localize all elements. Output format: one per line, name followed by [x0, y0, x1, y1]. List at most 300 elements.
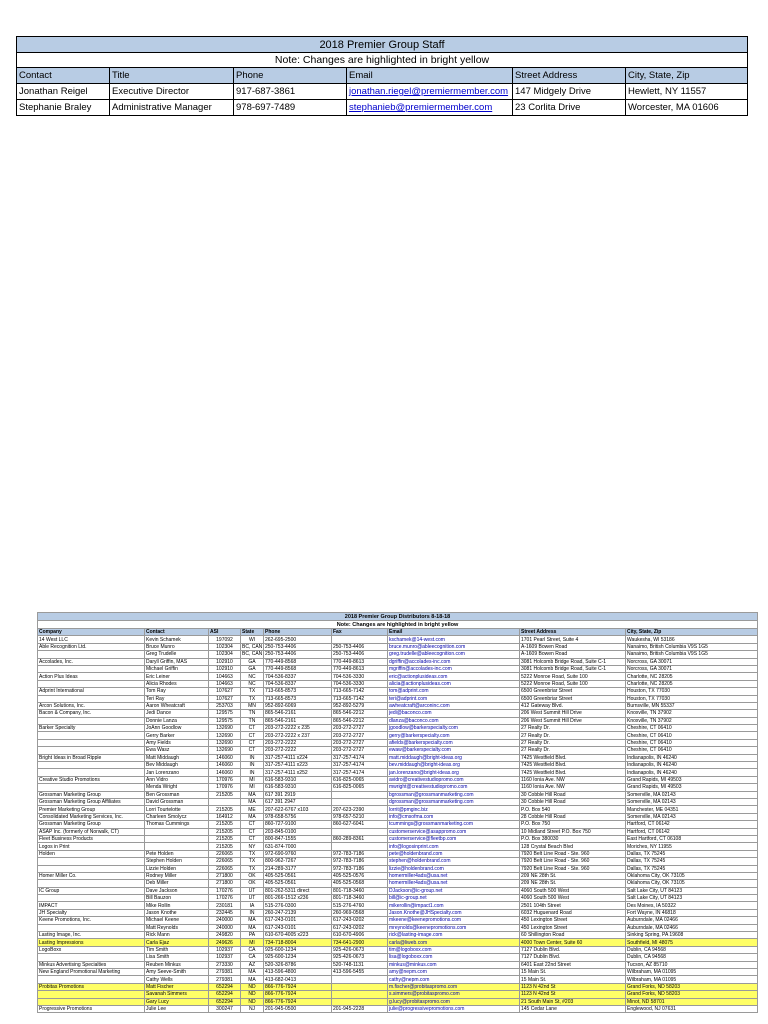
distributor-row — [38, 636, 758, 643]
dist-phone: 317-257-4111 x252 — [264, 769, 332, 776]
dist-contact: Michael Keene — [145, 917, 209, 924]
dist-street: 1160 Ionia Ave. NW — [520, 776, 626, 783]
dist-state: IA — [241, 902, 264, 909]
dist-company — [38, 991, 145, 998]
dist-phone: 610-670-4005 x223 — [264, 932, 332, 939]
dist-city: Houston, TX 77030 — [626, 695, 758, 702]
dist-email-link[interactable]: dgriffin@accolades-inc.com — [388, 658, 520, 665]
dist-state: CT — [241, 835, 264, 842]
dist-phone: 866-776-7924 — [264, 998, 332, 1005]
dist-asi: 197092 — [209, 636, 241, 643]
dist-city: Knoxville, TN 37902 — [626, 710, 758, 717]
dist-email-link[interactable]: teri@adprint.com — [388, 695, 520, 702]
dist-city: Hartford, CT 06142 — [626, 828, 758, 835]
dist-state: CT — [241, 747, 264, 754]
distributor-row — [38, 732, 758, 739]
distributor-row — [38, 954, 758, 961]
dist-state: ME — [241, 806, 264, 813]
distributor-row — [38, 872, 758, 879]
dist-contact: Ewa Wasz — [145, 747, 209, 754]
dist-asi: 107627 — [209, 695, 241, 702]
dist-state: BC, CAN — [242, 651, 263, 658]
dist-street: 412 Gateway Blvd. — [520, 702, 626, 709]
staff-contact: Stephanie Braley — [17, 100, 110, 116]
dist-city: Grand Forks, ND 58203 — [626, 983, 758, 990]
distributor-row — [38, 665, 758, 672]
dist-email-link[interactable]: stephen@holdenbrand.com — [388, 858, 520, 865]
dist-email-link[interactable]: kschamek@14-west.com — [388, 636, 520, 643]
dist-phone: 214-289-3177 — [264, 865, 332, 872]
dist-email-link[interactable]: mreynolds@keenepromotions.com — [388, 924, 520, 931]
dist-contact — [145, 843, 209, 850]
staff-header-street: Street Address — [513, 68, 626, 84]
dist-company — [38, 954, 145, 961]
dist-company — [38, 880, 145, 887]
dist-asi: 249626 — [209, 939, 241, 946]
dist-city: Auburndale, MA 02466 — [626, 924, 758, 931]
dist-email-link[interactable]: avidro@creativestudiopromo.com — [388, 776, 520, 783]
distributors-title: 2018 Premier Group Distributors 8-18-18 — [38, 613, 758, 621]
distributor-row — [38, 762, 758, 769]
dist-phone: 952-892-6069 — [264, 702, 332, 709]
dist-state: MA — [241, 924, 264, 931]
dist-header-phone: Phone — [264, 629, 332, 636]
dist-asi: 102937 — [209, 946, 241, 953]
dist-phone: 800-962-7267 — [264, 858, 332, 865]
staff-header-city: City, State, Zip — [626, 68, 748, 84]
dist-fax — [332, 791, 388, 798]
dist-street: 5222 Monroe Road, Suite 100 — [520, 673, 626, 680]
dist-email-link[interactable]: mgriffin@accolades-inc.com — [388, 665, 520, 672]
dist-state: AZ — [241, 961, 264, 968]
dist-email-link[interactable]: jan.lorenzano@bright-ideas.org — [388, 769, 520, 776]
dist-email-link[interactable]: s.simmers@probitaspromo.com — [388, 991, 520, 998]
dist-street: 6500 Greenbriar Street — [520, 695, 626, 702]
dist-contact: Charleen Smolycz — [145, 813, 209, 820]
distributor-row — [38, 880, 758, 887]
dist-company — [38, 651, 145, 658]
distributor-row — [38, 784, 758, 791]
dist-street: 4000 Town Center, Suite 60 — [520, 939, 626, 946]
dist-state: GA — [241, 665, 264, 672]
dist-contact: Dave Jackson — [145, 887, 209, 894]
distributor-row — [38, 769, 758, 776]
dist-email-link[interactable]: minkus@minkus.com — [388, 961, 520, 968]
dist-street: P.O. Box 540 — [520, 806, 626, 813]
dist-street: 206 West Summit Hill Drive — [520, 717, 626, 724]
dist-company: Arcon Solutions, Inc. — [38, 702, 145, 709]
dist-city: Hartford, CT 06142 — [626, 821, 758, 828]
dist-city: Dublin, CA 94568 — [626, 954, 758, 961]
staff-email-link[interactable]: jonathan.riegel@premiermember.com — [347, 84, 513, 100]
dist-fax: 260-969-0568 — [332, 909, 388, 916]
dist-fax — [332, 843, 388, 850]
dist-email-link[interactable]: afields@barkerspecialty.com — [388, 739, 520, 746]
dist-email-link[interactable]: customerservice@fleetbp.com — [388, 835, 520, 842]
dist-company — [38, 784, 145, 791]
dist-company — [38, 895, 145, 902]
dist-fax: 405-525-0568 — [332, 880, 388, 887]
dist-state: NC — [241, 680, 264, 687]
dist-state: MA — [241, 798, 264, 805]
dist-email-link[interactable]: bill@ic-group.net — [388, 895, 520, 902]
dist-contact: Menda Wright — [145, 784, 209, 791]
dist-header-fax: Fax — [332, 629, 388, 636]
dist-email-link[interactable]: mikerollin@impact1.com — [388, 902, 520, 909]
staff-table — [16, 36, 748, 116]
dist-street: 3081 Holcomb Bridge Road, Suite C-1 — [520, 658, 626, 665]
dist-street: 30 Cobble Hill Road — [520, 791, 626, 798]
dist-phone: 515-276-0300 — [264, 902, 332, 909]
dist-fax: 978-657-5210 — [332, 813, 388, 820]
staff-email-link[interactable]: stephanieb@premiermember.com — [347, 100, 513, 116]
dist-state: NY — [241, 843, 264, 850]
dist-city: Waukesha, WI 53186 — [626, 636, 758, 643]
dist-phone: 801-266-1512 x236 — [264, 895, 332, 902]
dist-email-link[interactable]: info@cmsofma.com — [388, 813, 520, 820]
dist-fax — [332, 991, 388, 998]
dist-city: Fort Wayne, IN 46818 — [626, 909, 758, 916]
dist-street: 2501 104th Street — [520, 902, 626, 909]
dist-asi: 215205 — [209, 843, 241, 850]
dist-asi: 226065 — [209, 858, 241, 865]
dist-street: 7127 Dublin Blvd. — [520, 954, 626, 961]
dist-city: Knoxville, TN 37902 — [626, 717, 758, 724]
dist-state: MA — [241, 813, 264, 820]
dist-company — [38, 858, 145, 865]
distributor-row — [38, 725, 758, 732]
dist-state: UT — [241, 887, 264, 894]
dist-state: MA — [241, 976, 264, 983]
dist-email-link[interactable]: lisa@logoboxx.com — [388, 954, 520, 961]
dist-fax: 925-426-0673 — [332, 946, 388, 953]
dist-asi: 170276 — [209, 887, 241, 894]
dist-street: 27 Realty Dr. — [520, 732, 626, 739]
dist-fax: 801-718-3460 — [332, 895, 388, 902]
distributor-row — [38, 688, 758, 695]
dist-street: 7127 Dublin Blvd. — [520, 946, 626, 953]
distributor-row — [38, 991, 758, 998]
dist-fax: 713-665-7142 — [332, 695, 388, 702]
dist-phone: 207-622-6767 x103 — [264, 806, 332, 813]
dist-contact: Jan Lorenzano — [145, 769, 209, 776]
dist-asi: 102937 — [209, 954, 241, 961]
dist-state: MA — [241, 917, 264, 924]
staff-city: Hewlett, NY 11557 — [626, 84, 748, 100]
distributor-row — [38, 835, 758, 842]
dist-city: Somerville, MA 02143 — [626, 791, 758, 798]
distributor-row — [38, 798, 758, 805]
dist-email-link[interactable]: amy@nepm.com — [388, 968, 520, 975]
dist-email-link[interactable]: bev.middaugh@bright-ideas.org — [388, 762, 520, 769]
dist-state: CT — [241, 732, 264, 739]
dist-street: 145 Cedar Lane — [520, 1005, 626, 1012]
dist-contact: Pete Holden — [145, 850, 209, 857]
dist-company: IC Group — [38, 887, 145, 894]
dist-phone: 203-845-0100 — [264, 828, 332, 835]
staff-header-email: Email — [347, 68, 513, 84]
dist-city: Manchester, ME 04351 — [626, 806, 758, 813]
dist-email-link[interactable]: DJackson@ic-group.net — [388, 887, 520, 894]
dist-fax: 203-272-2727 — [332, 725, 388, 732]
dist-fax: 203-272-2727 — [332, 747, 388, 754]
dist-company: Consolidated Marketing Services, Inc. — [38, 813, 145, 820]
dist-street: 450 Lexington Street — [520, 917, 626, 924]
dist-asi: 279381 — [209, 968, 241, 975]
dist-email-link[interactable]: lorrit@pmginc.biz — [388, 806, 520, 813]
dist-company: Able Recognition Ltd. — [38, 643, 145, 650]
dist-street: 15 Main St. — [520, 968, 626, 975]
dist-email-link[interactable]: info@logosinprint.com — [388, 843, 520, 850]
dist-state: ND — [241, 998, 264, 1005]
dist-email-link[interactable]: customerservice@asappromo.com — [388, 828, 520, 835]
dist-email-link[interactable]: cathy@nepm.com — [388, 976, 520, 983]
dist-city: Englewood, NJ 07631 — [626, 1005, 758, 1012]
dist-header-contact: Contact — [145, 629, 209, 636]
dist-asi: 129575 — [209, 710, 241, 717]
dist-email-link[interactable]: Jason.Knothe@JHSpecialty.com — [388, 909, 520, 916]
dist-asi: 215205 — [209, 806, 241, 813]
dist-phone: 800-847-1555 — [264, 835, 332, 842]
dist-street: 128 Crystal Beach Blvd — [520, 843, 626, 850]
dist-fax: 972-783-7186 — [332, 850, 388, 857]
dist-email-link[interactable]: mwright@creativestudiopromo.com — [388, 784, 520, 791]
dist-phone: 617 391 2947 — [264, 798, 332, 805]
dist-fax: 865-546-2212 — [332, 717, 388, 724]
dist-company: Progressive Promotions — [38, 1005, 145, 1012]
dist-asi: 146060 — [209, 762, 241, 769]
dist-contact: Amy Seeve-Smith — [145, 968, 209, 975]
dist-state: IN — [241, 769, 264, 776]
dist-email-link[interactable]: homermiller4ads@usa.net — [388, 872, 520, 879]
dist-city: Minot, ND 58701 — [626, 998, 758, 1005]
dist-fax — [332, 998, 388, 1005]
dist-asi: 271800 — [209, 880, 241, 887]
dist-city: Charlotte, NC 28205 — [626, 673, 758, 680]
dist-asi: 652294 — [209, 998, 241, 1005]
dist-state: IN — [241, 762, 264, 769]
dist-company: ASAP Inc. (formerly of Norwalk, CT) — [38, 828, 145, 835]
dist-contact: Julie Lee — [145, 1005, 209, 1012]
dist-email-link[interactable]: eric@actionplusideas.com — [388, 673, 520, 680]
dist-phone: 801-262-5311 direct — [264, 887, 332, 894]
dist-state: CT — [241, 725, 264, 732]
dist-fax: 704-536-3330 — [332, 680, 388, 687]
dist-company — [38, 762, 145, 769]
dist-city: Sinking Spring, PA 19608 — [626, 932, 758, 939]
dist-email-link[interactable]: awheatcraft@arconinc.com — [388, 702, 520, 709]
dist-street: A-1609 Bowen Road — [520, 643, 626, 650]
dist-fax: 713-665-7142 — [332, 688, 388, 695]
dist-street: 1123 N 42nd St — [520, 983, 626, 990]
dist-street: 30 Cobble Hill Road — [520, 798, 626, 805]
distributor-row — [38, 739, 758, 746]
dist-fax: 865-546-2212 — [332, 710, 388, 717]
dist-email-link[interactable]: tim@logoboxx.com — [388, 946, 520, 953]
dist-street: 7425 Westfield Blvd. — [520, 762, 626, 769]
distributor-row — [38, 747, 758, 754]
dist-company: Action Plus Ideas — [38, 673, 145, 680]
dist-contact: Stephen Holden — [145, 858, 209, 865]
dist-contact: Kevin Schamek — [145, 636, 209, 643]
distributor-row — [38, 680, 758, 687]
dist-street: P.O. Box 380030 — [520, 835, 626, 842]
distributors-table — [37, 612, 758, 1013]
dist-email-link[interactable]: jedi@baconco.com — [388, 710, 520, 717]
dist-street: 4060 South 500 West — [520, 887, 626, 894]
dist-phone: 260-247-2139 — [264, 909, 332, 916]
dist-city: Norcross, GA 30071 — [626, 665, 758, 672]
dist-email-link[interactable]: m.fischer@probitaspromo.com — [388, 983, 520, 990]
dist-company: Bacon & Company, Inc. — [38, 710, 145, 717]
dist-city: Cheshire, CT 06410 — [626, 725, 758, 732]
dist-city: Somerville, MA 02143 — [626, 813, 758, 820]
dist-city: Dublin, CA 94568 — [626, 946, 758, 953]
dist-email-link[interactable]: alicia@actionplusideas.com — [388, 680, 520, 687]
dist-company — [38, 747, 145, 754]
dist-phone: 520-326-8786 — [264, 961, 332, 968]
dist-email-link[interactable]: bruce.munro@ableecognition.com — [388, 643, 520, 650]
dist-email-link[interactable]: lizzie@holdenbrand.com — [388, 865, 520, 872]
dist-email-link[interactable]: rick@lasting-image.com — [388, 932, 520, 939]
dist-email-link[interactable]: matt.middaugh@bright-ideas.org — [388, 754, 520, 761]
dist-phone: 972-690-9760 — [264, 850, 332, 857]
dist-contact: Greg Trudelle — [145, 651, 209, 658]
dist-email-link[interactable]: julie@progressivepromotions.com — [388, 1005, 520, 1012]
dist-city: Wilbraham, MA 01095 — [626, 968, 758, 975]
dist-phone: 317-257-4111 x224 — [264, 754, 332, 761]
dist-state: MA — [241, 968, 264, 975]
dist-contact: Lizzie Holden — [145, 865, 209, 872]
distributor-row — [38, 865, 758, 872]
dist-asi: 271800 — [209, 872, 241, 879]
dist-asi: 102304 — [209, 651, 241, 658]
dist-email-link[interactable]: dlanza@baconco.com — [388, 717, 520, 724]
distributor-row — [38, 968, 758, 975]
dist-company: Lasting Image, Inc. — [38, 932, 145, 939]
dist-company — [38, 924, 145, 931]
dist-phone: 617-243-0101 — [264, 917, 332, 924]
dist-phone: 866-776-7924 — [264, 991, 332, 998]
dist-email-link[interactable]: greg.trudelle@ableecognition.com — [388, 651, 520, 658]
dist-email-link[interactable]: tom@adprint.com — [388, 688, 520, 695]
dist-contact: Deb Miller — [145, 880, 209, 887]
dist-email-link[interactable]: homermiller4ads@usa.net — [388, 880, 520, 887]
dist-phone: 734-718-8004 — [264, 939, 332, 946]
dist-state: UT — [241, 895, 264, 902]
dist-phone: 704-536-8337 — [264, 673, 332, 680]
dist-phone: 631-874-7000 — [264, 843, 332, 850]
dist-fax: 972-783-7186 — [332, 865, 388, 872]
distributors-header-row — [38, 629, 758, 636]
dist-email-link[interactable]: dgrossman@grossmanmarketing.com — [388, 798, 520, 805]
dist-email-link[interactable]: bgrossman@grossmanmarketing.com — [388, 791, 520, 798]
dist-fax: 860-289-8361 — [332, 835, 388, 842]
dist-email-link[interactable]: mkeene@keenepromotions.com — [388, 917, 520, 924]
dist-contact: Donnie Lanza — [145, 717, 209, 724]
dist-contact: Bev Middaugh — [145, 762, 209, 769]
dist-fax: 250-753-4406 — [332, 643, 388, 650]
staff-note: Note: Changes are highlighted in bright yellow — [17, 53, 748, 68]
dist-phone: 865-546-2161 — [264, 717, 332, 724]
dist-contact: Amy Fields — [145, 739, 209, 746]
dist-email-link[interactable]: jgoodlow@barkerspecialty.com — [388, 725, 520, 732]
dist-state: CA — [241, 954, 264, 961]
distributor-row — [38, 658, 758, 665]
dist-email-link[interactable]: ewaw@barkerspecialty.com — [388, 747, 520, 754]
staff-header-contact: Contact — [17, 68, 110, 84]
distributor-row — [38, 858, 758, 865]
dist-state: IN — [241, 909, 264, 916]
dist-company: Holden — [38, 850, 145, 857]
dist-email-link[interactable]: gerry@barkerspecialty.com — [388, 732, 520, 739]
staff-phone: 978-697-7489 — [234, 100, 347, 116]
dist-contact: Rick Mann — [145, 932, 209, 939]
dist-company — [38, 695, 145, 702]
dist-company — [38, 998, 145, 1005]
dist-city: Salt Lake City, UT 84123 — [626, 887, 758, 894]
dist-street: 7920 Belt Line Road - Ste. 960 — [520, 858, 626, 865]
distributor-row — [38, 828, 758, 835]
dist-street: 28 Cobble Hill Road — [520, 813, 626, 820]
dist-fax: 952-892-5279 — [332, 702, 388, 709]
dist-contact: Gerry Barker — [145, 732, 209, 739]
dist-city: Moriches, NY 11955 — [626, 843, 758, 850]
dist-contact: Carla Ejaz — [145, 939, 209, 946]
dist-email-link[interactable]: tcummings@grossmanmarketing.com — [388, 821, 520, 828]
dist-city: East Hartford, CT 06108 — [626, 835, 758, 842]
distributor-row — [38, 1005, 758, 1012]
dist-street: 450 Lexington Street — [520, 924, 626, 931]
dist-company: Accolades, Inc. — [38, 658, 145, 665]
dist-contact: Teri Ray — [145, 695, 209, 702]
staff-title-cell: Executive Director — [110, 84, 234, 100]
distributor-row — [38, 902, 758, 909]
dist-asi: 102304 — [209, 643, 241, 650]
dist-company: Adprint International — [38, 688, 145, 695]
dist-email-link[interactable]: g.lucy@probitaspromo.com — [388, 998, 520, 1005]
dist-street: 206 West Summit Hill Drive — [520, 710, 626, 717]
dist-state: TX — [241, 865, 264, 872]
dist-state: GA — [241, 658, 264, 665]
dist-street: P.O. Box 750 — [520, 821, 626, 828]
dist-email-link[interactable]: carla@liweb.com — [388, 939, 520, 946]
dist-state: TX — [241, 695, 264, 702]
dist-asi: 253703 — [209, 702, 241, 709]
dist-contact: David Grossman — [145, 798, 209, 805]
dist-asi: 249820 — [209, 932, 241, 939]
dist-street: A-1609 Bowen Road — [520, 651, 626, 658]
dist-company: Minkus Advertising Specialties — [38, 961, 145, 968]
dist-state: MI — [241, 776, 264, 783]
dist-state: MI — [241, 784, 264, 791]
dist-asi: 226065 — [209, 865, 241, 872]
dist-fax: 203-272-2727 — [332, 739, 388, 746]
dist-asi: 132690 — [209, 725, 241, 732]
staff-row — [17, 100, 748, 116]
dist-phone: 770-449-8568 — [264, 658, 332, 665]
dist-contact: Thomas Cummings — [145, 821, 209, 828]
dist-email-link[interactable]: pete@holdenbrand.com — [388, 850, 520, 857]
distributor-row — [38, 924, 758, 931]
dist-city: Dallas, TX 75245 — [626, 850, 758, 857]
dist-state: NC — [241, 673, 264, 680]
dist-phone: 925-600-1234 — [264, 954, 332, 961]
dist-city: Indianapolis, IN 46240 — [626, 762, 758, 769]
dist-state: ND — [241, 983, 264, 990]
dist-state: WI — [241, 636, 264, 643]
dist-contact: Jedi Dance — [145, 710, 209, 717]
